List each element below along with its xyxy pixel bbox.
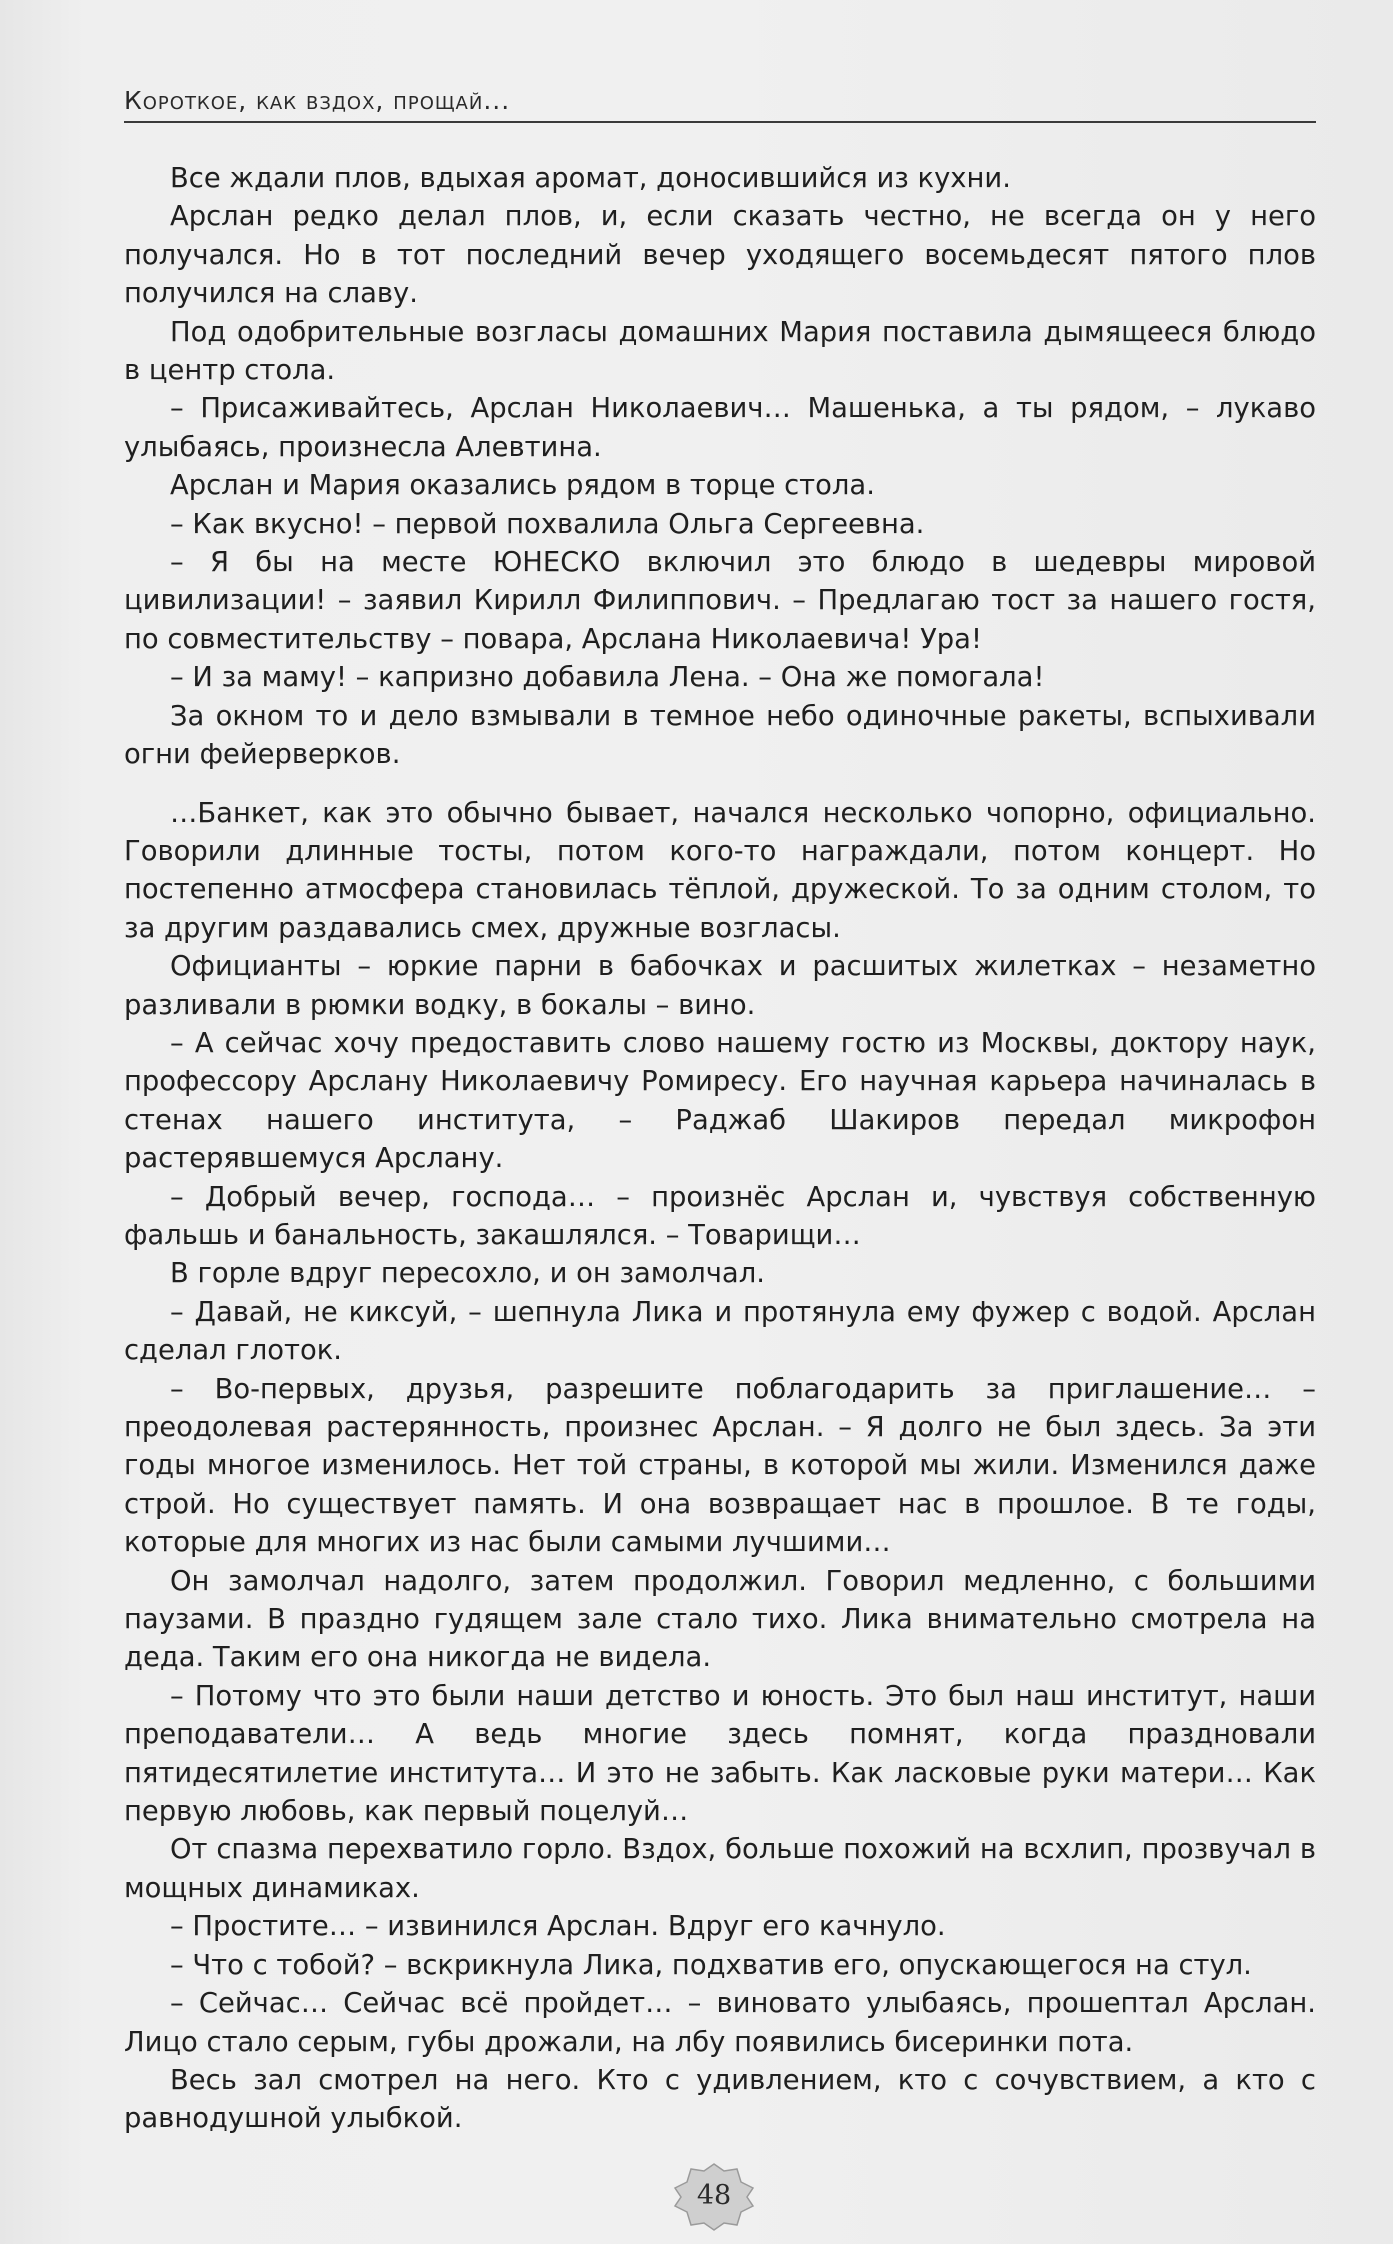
paragraph: От спазма перехватило горло. Вздох, больше похожий на всхлип, прозвучал в мощных динамиках. [124, 1834, 1316, 1904]
body-text [124, 160, 1316, 2139]
paragraph: – Во-первых, друзья, разрешите поблагодарить за приглашение… – преодолевая растерянность, произнес Арслан. – Я долго не был здесь. За эти годы многое изменилось. Нет той страны, в которой мы жили. Изменился даже строй. Но существует память. И она возвращает нас в прошлое. В те годы, которые для многих из нас были самыми лучшими… [124, 1373, 1316, 1559]
paragraph: Он замолчал надолго, затем продолжил. Говорил медленно, с большими паузами. В праздно гудящем зале стало тихо. Лика внимательно смотрела на деда. Таким его она никогда не видела. [124, 1565, 1316, 1674]
paragraph: Все ждали плов, вдыхая аромат, доносившийся из кухни. [170, 163, 1011, 194]
paragraph: – Добрый вечер, господа… – произнёс Арслан и, чувствуя собственную фальшь и банальность, закашлялся. – Товарищи… [124, 1181, 1316, 1251]
page-number: 48 [696, 2180, 732, 2211]
paragraph: – Как вкусно! – первой похвалила Ольга Сергеевна. [170, 508, 925, 540]
paragraph: Официанты – юркие парни в бабочках и расшитых жилетках – незаметно разливали в рюмки водку, в бокалы – вино. [124, 951, 1316, 1021]
paragraph: – Простите… – извинился Арслан. Вдруг его качнуло. [170, 1911, 946, 1943]
paragraph: В горле вдруг пересохло, и он замолчал. [170, 1258, 765, 1290]
paragraph: – Я бы на месте ЮНЕСКО включил это блюдо в шедевры мировой цивилизации! – заявил Кирилл Филиппович. – Предлагаю тост за нашего гостя, по совместительству – повара, Арслана Николаевича! Ура! [124, 547, 1316, 655]
running-head: Короткое, как вздох, прощай... [124, 86, 511, 115]
header-rule [124, 121, 1316, 123]
paragraph: …Банкет, как это обычно бывает, начался несколько чопорно, официально. Говорили длинные тосты, потом кого-то награждали, потом концерт. Но постепенно атмосфера становилась тёплой, дружеской. То за одним столом, то за другим раздавались смех, дружные возгласы. [124, 797, 1316, 944]
paragraph: – Что с тобой? – вскрикнула Лика, подхватив его, опускающегося на стул. [170, 1949, 1252, 1981]
paragraph: – Присаживайтесь, Арслан Николаевич… Машенька, а ты рядом, – лукаво улыбаясь, произнесла Алевтина. [124, 393, 1316, 463]
paragraph: – Давай, не киксуй, – шепнула Лика и протянула ему фужер с водой. Арслан сделал глоток. [124, 1296, 1316, 1367]
paragraph: Арслан редко делал плов, и, если сказать честно, не всегда он у него получался. Но в тот последний вечер уходящего восемьдесят пятого плов получился на славу. [124, 201, 1316, 310]
paragraph: – Сейчас… Сейчас всё пройдет… – виновато улыбаясь, прошептал Арслан. Лицо стало серым, губы дрожали, на лбу появились бисеринки пота. [124, 1988, 1316, 2058]
paragraph: – И за маму! – капризно добавила Лена. – Она же помогала! [170, 662, 1045, 694]
paragraph: – А сейчас хочу предоставить слово нашему гостю из Москвы, доктору наук, профессору Арслану Николаевичу Ромиресу. Его научная карьера начиналась в стенах нашего института, – Раджаб Шакиров передал микрофон растерявшемуся Арслану. [124, 1027, 1316, 1175]
paragraph: – Потому что это были наши детство и юность. Это был наш институт, наши преподаватели… А ведь многие здесь помнят, когда праздновали пятидесятилетие института… И это не забыть. Как ласковые руки матери… Как первую любовь, как первый поцелуй… [124, 1680, 1316, 1828]
paragraph: Арслан и Мария оказались рядом в торце стола. [170, 470, 875, 502]
paragraph: Под одобрительные возгласы домашних Мария поставила дымящееся блюдо в центр стола. [124, 316, 1316, 387]
paragraph: Весь зал смотрел на него. Кто с удивлением, кто с сочувствием, а кто с равнодушной улыбкой. [124, 2064, 1316, 2135]
paragraph: За окном то и дело взмывали в темное небо одиночные ракеты, вспыхивали огни фейерверков. [124, 700, 1316, 771]
